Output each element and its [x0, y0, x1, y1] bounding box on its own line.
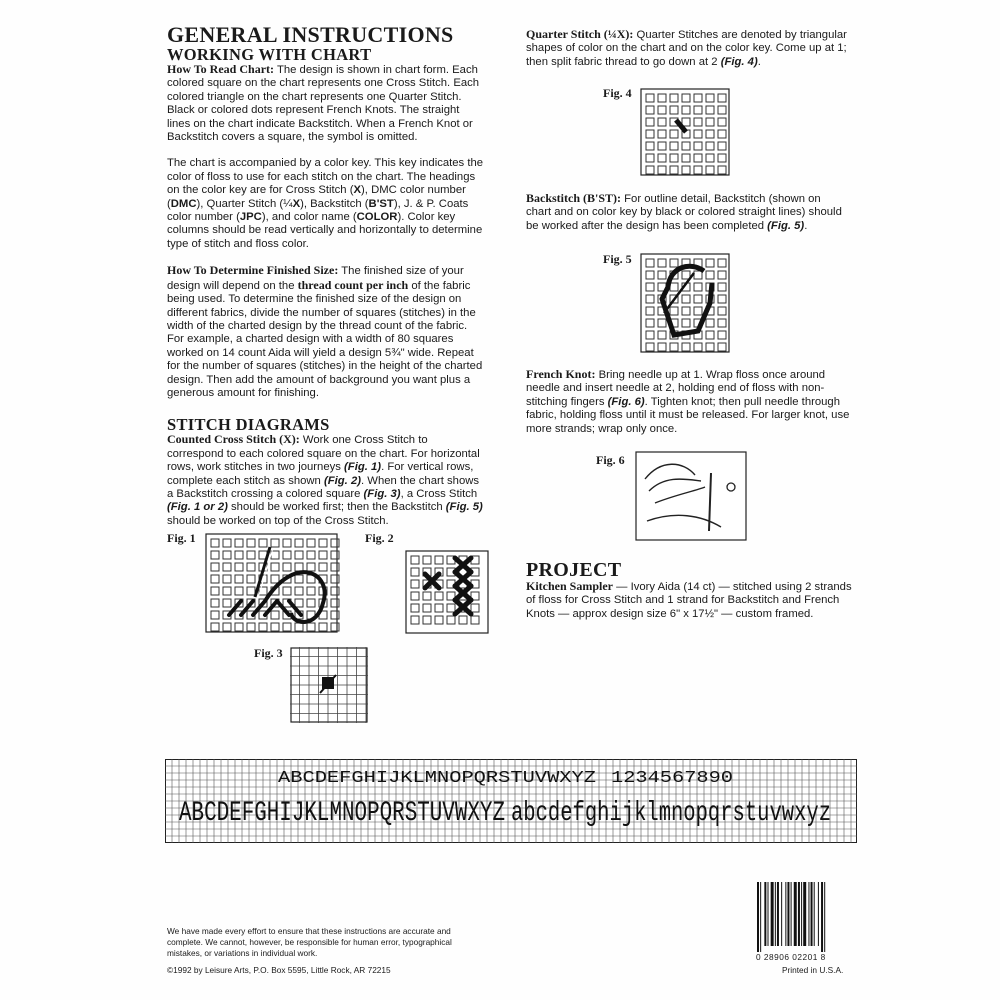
cross-text: Work one Cross Stitch to correspond to each colored square on the chart. For horizontal rows, work stitches in two journeys	[167, 434, 480, 474]
backstitch-heading: Backstitch (B'ST):	[526, 191, 622, 205]
barcode-bar	[764, 882, 766, 946]
barcode-bar	[777, 882, 779, 946]
left-column	[167, 24, 485, 528]
backstitch-block	[526, 192, 848, 233]
key-bold: DMC	[170, 197, 197, 210]
french-knot-block	[526, 368, 852, 436]
cross-text: should be worked first; then the Backstitch	[227, 501, 446, 514]
barcode-bar	[824, 882, 825, 952]
barcode-bar	[821, 882, 823, 952]
barcode-bar	[798, 882, 800, 946]
project-text: — Ivory Aida (14 ct) — stitched using 2 strands of floss for Cross Stitch and 1 strand for Backstitch and French Knots — approx design size 6" x 17½" — custom framed.	[526, 581, 852, 620]
barcode-bar	[791, 882, 792, 946]
fig4-diagram	[640, 88, 730, 176]
size-bold: thread count per inch	[297, 277, 409, 292]
fig-ref: (Fig. 1 or 2)	[167, 501, 228, 514]
barcode-bar	[803, 882, 806, 946]
french-text: . Tighten knot; then pull needle through fabric, holding floss until it must be released. For larger knot, use more strands; wrap only once.	[526, 395, 850, 435]
fig1-diagram	[205, 533, 338, 633]
fig-ref: (Fig. 5)	[445, 501, 483, 514]
project-paragraph	[526, 580, 852, 621]
barcode-bar	[781, 882, 782, 946]
alphabet-upper-large: ABCDEFGHIJKLMNOPQRSTUVWXYZ	[179, 798, 505, 829]
barcode-bar	[808, 882, 809, 946]
french-knot-paragraph	[526, 368, 852, 436]
french-knot-heading: French Knot:	[526, 367, 596, 381]
barcode-bar	[801, 882, 802, 946]
key-text: ), DMC color number (	[167, 184, 466, 210]
cross-stitch-paragraph	[167, 433, 485, 528]
project-heading: Kitchen Sampler	[526, 579, 613, 593]
fig3-diagram	[290, 647, 368, 723]
fig6-label: Fig. 6	[596, 453, 625, 467]
fig3-label: Fig. 3	[254, 646, 283, 660]
read-chart-heading: How To Read Chart:	[167, 62, 275, 76]
page-title: GENERAL INSTRUCTIONS	[167, 22, 454, 47]
barcode-bar	[768, 882, 769, 946]
key-bold: X	[353, 184, 362, 197]
quarter-stitch-paragraph: Quarter Stitch (¼X): Quarter Stitches are denoted by triangular shapes of color on the chart and on the color key. Come up at 1; then split fabric thread to go down at 2 (Fig. 4).	[526, 27, 847, 68]
fig5-diagram	[640, 253, 730, 353]
fig-ref: (Fig. 5)	[767, 219, 805, 232]
barcode	[755, 882, 855, 954]
disclaimer-line: complete. We cannot, however, be responsible for human error, typographical	[167, 937, 452, 947]
barcode-bar	[760, 882, 761, 952]
read-chart-text: The design is shown in chart form. Each colored square on the chart represents one Cross Stitch. Each colored triangle on the chart represents one Quarter Stitch. Black or colored dots represent French Knots. The straight lines on the chart indicate Backstitch. When a French Knot or Backstitch covers a square, the symbol is omitted.	[167, 64, 480, 144]
quarter-text: Quarter Stitches are denoted by triangular shapes of color on the chart and on the color key. Come up at 1; then split fabric thread to go down at 2	[526, 29, 847, 68]
section-title-stitch-diagrams: STITCH DIAGRAMS	[167, 415, 330, 435]
footer-disclaimer	[167, 926, 497, 959]
cross-text: . For vertical rows, complete each stitch as shown	[167, 461, 474, 487]
fig2-label: Fig. 2	[365, 531, 394, 545]
key-bold: JPC	[239, 211, 262, 224]
barcode-bar	[794, 882, 797, 946]
barcode-bar	[771, 882, 774, 946]
project-block	[526, 560, 852, 621]
fig-ref: (Fig. 3)	[363, 487, 401, 500]
alphabet-upper-small: ABCDEFGHIJKLMNOPQRSTUVWXYZ	[278, 769, 596, 788]
alphabet-chart	[165, 759, 857, 843]
key-text: ), Quarter Stitch (¼	[196, 197, 293, 210]
backstitch-text: For outline detail, Backstitch (shown on chart and on color key by black or colored straight lines) should be worked after the design has been completed	[526, 193, 842, 232]
alphabet-lowercase: abcdefghijklmnopqrstuvwxyz	[511, 798, 831, 829]
section-title-working-with-chart: WORKING WITH CHART	[167, 45, 372, 64]
fig-ref: (Fig. 1)	[344, 461, 382, 474]
barcode-bar	[787, 882, 789, 946]
disclaimer-line: mistakes, or variations in individual work.	[167, 948, 318, 958]
fig-ref: (Fig. 4)	[720, 55, 758, 68]
alphabet-digits: 1234567890	[611, 769, 733, 788]
copyright: ©1992 by Leisure Arts, P.O. Box 5595, Little Rock, AR 72215	[167, 965, 391, 975]
barcode-bar	[811, 882, 813, 946]
fig1-label: Fig. 1	[167, 531, 196, 545]
cross-stitch-heading: Counted Cross Stitch (X):	[167, 432, 300, 447]
key-bold: B'ST	[368, 197, 394, 210]
fig6-diagram	[635, 451, 747, 541]
fig5-label: Fig. 5	[603, 252, 632, 266]
key-text: ), Backstitch (	[300, 197, 369, 210]
finished-size-paragraph	[167, 264, 485, 400]
key-text: ), and color name (	[261, 211, 357, 224]
quarter-stitch-heading: Quarter Stitch (¼X):	[526, 27, 634, 41]
size-text: of the fabric being used. To determine the finished size of the design on different fabrics, divide the number of squares (stitches) in the width of the charted design by the thread count of the fabric. For example, a charted design with a width of 80 squares worked on 14 count Aida will yield a design 5¾" wide. Repeat for the number of squares (stitches) in the height of the charted design. Then add the amount of background you want plus a generous amount for finishing.	[167, 279, 483, 399]
key-text: The chart is accompanied by a color key. This key indicates the color of floss to use for each stitch on the chart. The headings on the color key are for Cross Stitch (	[167, 157, 484, 197]
project-title: PROJECT	[526, 559, 622, 581]
backstitch-paragraph: Backstitch (B'ST): For outline detail, Backstitch (shown on chart and on color key by black or colored straight lines) should be worked after the design has been completed (Fig. 5).	[526, 191, 842, 232]
french-text: Bring needle up at 1. Wrap floss once around needle and insert needle at 2, holding end of floss with non-stitching fingers	[526, 369, 826, 408]
cross-text: . When the chart shows a Backstitch crossing a colored square	[167, 474, 480, 500]
key-bold: X	[292, 197, 301, 210]
barcode-bar	[757, 882, 759, 952]
barcode-bar	[775, 882, 776, 946]
color-key-paragraph	[167, 157, 485, 251]
fig4-label: Fig. 4	[603, 86, 632, 100]
printed-in: Printed in U.S.A.	[782, 965, 844, 975]
fig2-diagram	[405, 550, 489, 634]
cross-text: , a Cross Stitch	[400, 487, 478, 500]
finished-size-heading: How To Determine Finished Size:	[167, 263, 339, 278]
fig-ref: (Fig. 2)	[323, 474, 362, 487]
barcode-number: 0 28906 02201 8	[756, 952, 826, 962]
size-text: The finished size of your design will depend on the	[167, 265, 464, 292]
barcode-bar	[818, 882, 819, 946]
right-column	[526, 28, 848, 69]
key-text: ). Color key columns should be read vertically and horizontally to determine type of stitch and floss color.	[167, 211, 483, 250]
cross-text: should be worked on top of the Cross Stitch.	[167, 514, 389, 527]
barcode-bar	[785, 882, 786, 946]
fig-ref: (Fig. 6)	[607, 395, 645, 408]
key-text: ), J. & P. Coats color number (	[167, 197, 469, 224]
disclaimer-line: We have made every effort to ensure that these instructions are accurate and	[167, 926, 451, 936]
key-bold: COLOR	[356, 211, 398, 224]
read-chart-paragraph	[167, 63, 485, 144]
barcode-bar	[814, 882, 815, 946]
